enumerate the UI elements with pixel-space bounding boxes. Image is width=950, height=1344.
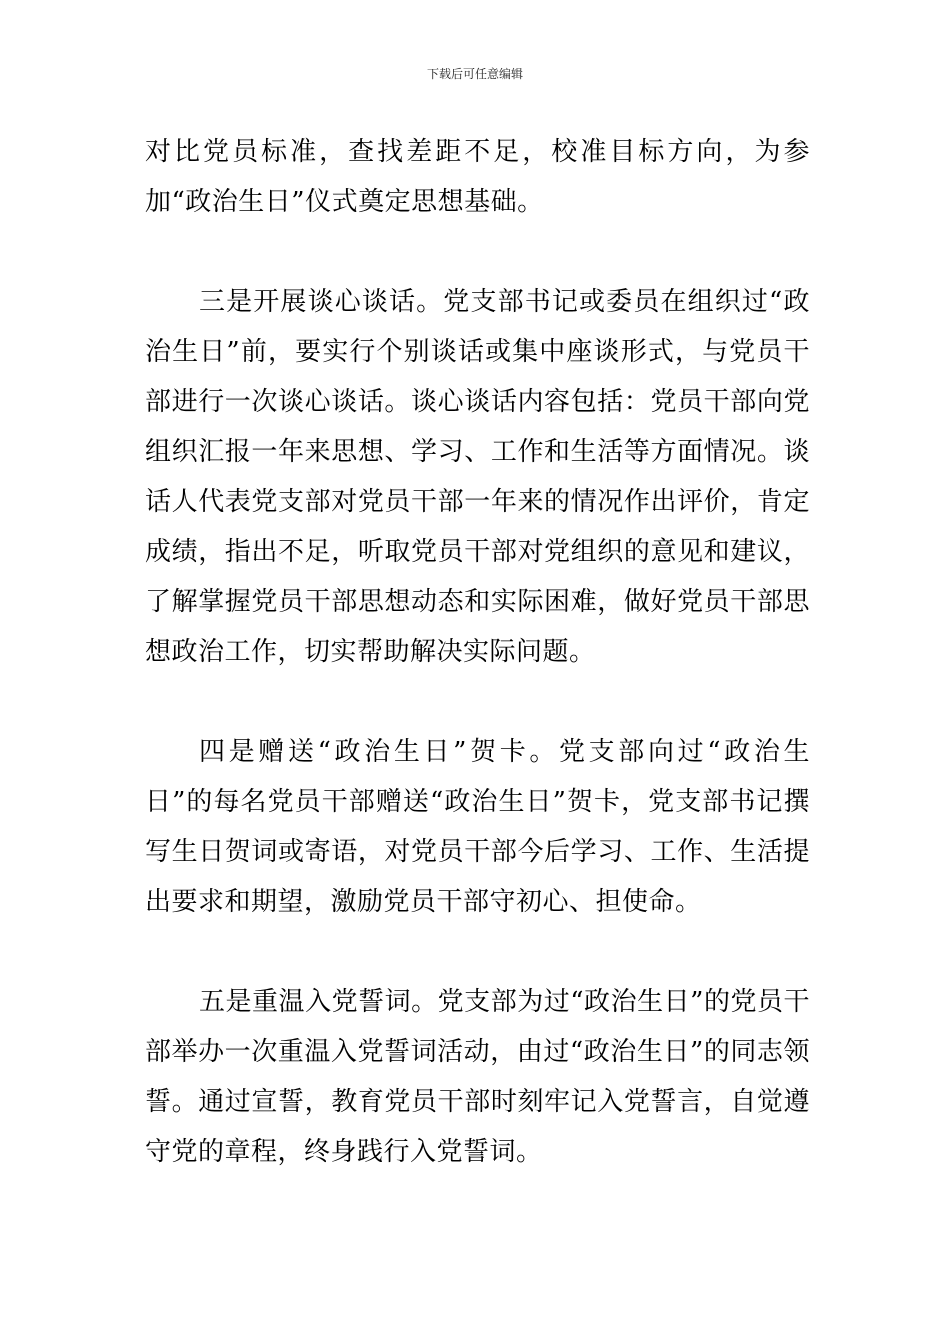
paragraph-talk: 三是开展谈心谈话。党支部书记或委员在组织过“政治生日”前，要实行个别谈话或集中座谈形式，与党员干部进行一次谈心谈话。谈心谈话内容包括：党员干部向党组织汇报一年来思想、学习、工作和生活等方面情况。谈话人代表党支部对党员干部一年来的情况作出评价，肯定成绩，指出不足，听取党员干部对党组织的意见和建议，了解掌握党员干部思想动态和实际困难，做好党员干部思想政治工作，切实帮助解决实际问题。 [145, 287, 810, 667]
page-header: 下载后可任意编辑 [426, 67, 523, 81]
paragraph-card: 四是赠送“政治生日”贺卡。党支部向过“政治生日”的每名党员干部赠送“政治生日”贺卡，党支部书记撰写生日贺词或寄语，对党员干部今后学习、工作、生活提出要求和期望，激励党员干部守初心、担使命。 [145, 737, 810, 917]
paragraph-oath: 五是重温入党誓词。党支部为过“政治生日”的党员干部举办一次重温入党誓词活动，由过“政治生日”的同志领誓。通过宣誓，教育党员干部时刻牢记入党誓言，自觉遵守党的章程，终身践行入党誓词。 [145, 987, 810, 1167]
paragraph-continuation: 对比党员标准，查找差距不足，校准目标方向，为参加“政治生日”仪式奠定思想基础。 [145, 137, 810, 217]
document-body [145, 127, 810, 1177]
